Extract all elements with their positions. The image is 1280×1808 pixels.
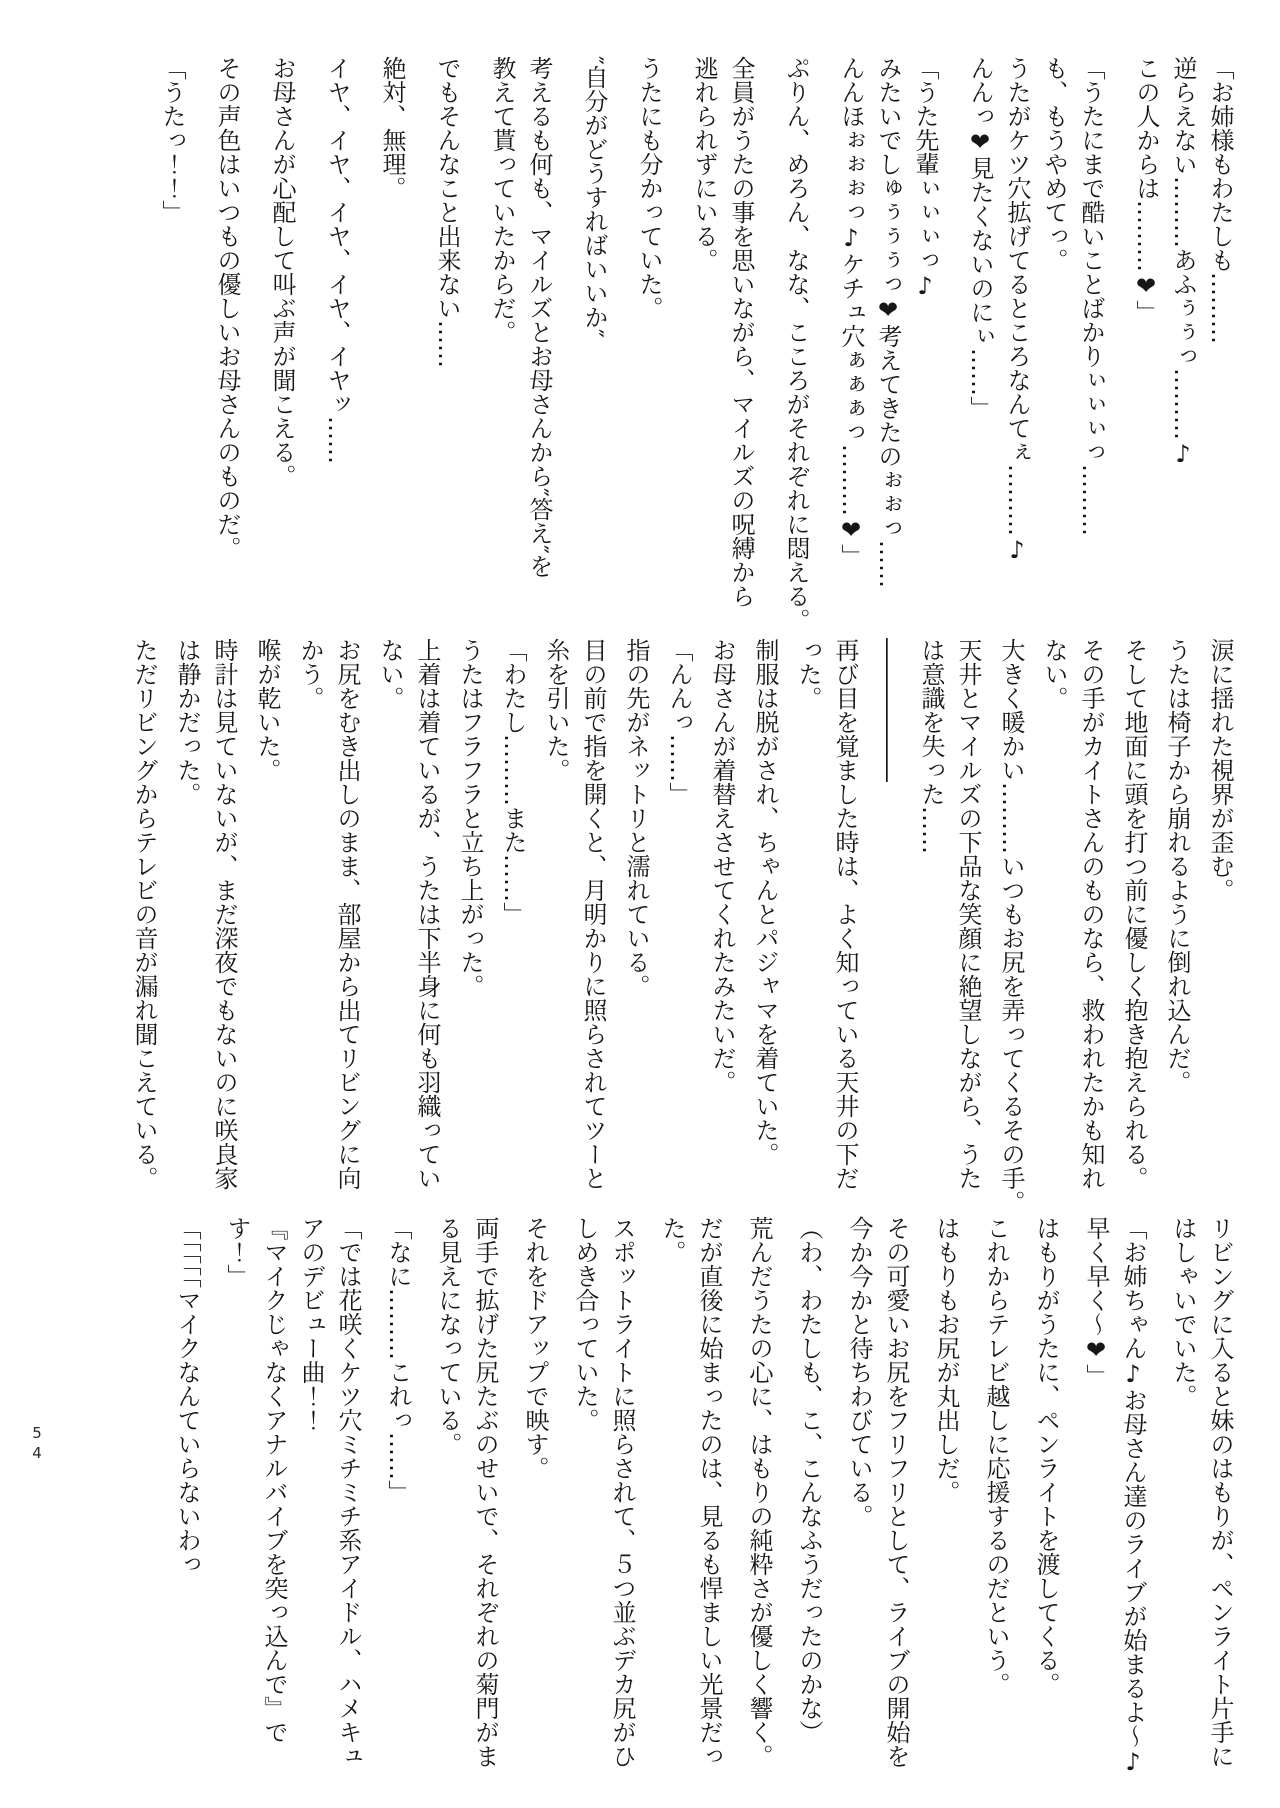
text-column: 絶対、無理。 <box>378 56 406 200</box>
text-column: 「「「「「マイクなんていらないわっ <box>173 1216 201 1576</box>
paragraph <box>912 638 986 1230</box>
paragraph <box>961 56 1109 648</box>
text-column: ―――――― <box>874 638 902 782</box>
text-column: 「お姉ちゃん♪お母さん達のライブが始まるよ〜♪ <box>1119 1216 1147 1776</box>
paragraph <box>125 638 162 1230</box>
text-column: お母さんが着替えさせてくれたみたいだ。 <box>708 638 736 1094</box>
text-column: 糸を引いた。 <box>542 638 570 782</box>
paragraph <box>429 1216 503 1808</box>
text-column: ない。 <box>376 638 404 710</box>
paragraph <box>685 56 759 648</box>
text-column: だが直後に始まったのは、見るも悍ましい光景だっ <box>695 1216 723 1768</box>
paragraph <box>428 56 465 648</box>
text-column: はもりがうたに、ペンライトを渡してくる。 <box>1032 1216 1060 1696</box>
text-column: んんほぉぉぉっ♪ケチュ穴ぁぁぁっ………❤」 <box>837 56 865 568</box>
text-column: その可愛いお尻をフリフリとして、ライブの開始を <box>882 1216 910 1768</box>
paragraph <box>1035 638 1109 1230</box>
paragraph <box>1158 638 1195 1230</box>
text-column: 指の先がネットリと濡れている。 <box>622 638 650 998</box>
text-column: しめき合っていた。 <box>571 1216 599 1432</box>
text-column: その声色はいつもの優しいお母さんのものだ。 <box>213 56 241 560</box>
text-column: 喉が乾いた。 <box>253 638 281 782</box>
paragraph <box>660 638 697 1230</box>
paragraph <box>373 56 410 648</box>
text-column: 大きく暖かい………いつもお尻を弄ってくるその手。 <box>997 638 1025 1214</box>
text-column: でもそんなこと出来ない…… <box>433 56 461 368</box>
paragraph <box>1077 1216 1151 1808</box>
text-column: も、もうやめてっ。 <box>1040 56 1068 272</box>
text-column: 「お姉様もわたしも……… <box>1206 56 1234 344</box>
paragraph <box>1115 638 1152 1230</box>
text-column: 涙に揺れた視界が歪む。 <box>1206 638 1234 902</box>
paragraph <box>168 638 242 1230</box>
text-column: はもりもお尻が丸出しだ。 <box>932 1216 960 1504</box>
text-column: 教えて貰っていたからだ。 <box>488 56 516 344</box>
text-column: うたは椅子から崩れるように倒れ込んだ。 <box>1163 638 1191 1094</box>
text-band-bottom <box>168 1216 1238 1808</box>
paragraph <box>653 1216 727 1808</box>
text-column: 「んんっ……」 <box>665 638 693 806</box>
paragraph <box>740 1216 777 1808</box>
text-column: 早く早く〜❤」 <box>1082 1216 1110 1388</box>
text-column: 時計は見ていないが、まだ深夜でもないのに咲良家 <box>210 638 238 1190</box>
paragraph <box>992 638 1029 1230</box>
paragraph <box>379 1216 416 1808</box>
paragraph <box>208 56 245 648</box>
text-column: かう。 <box>296 638 324 710</box>
text-column: は静かだった。 <box>173 638 201 806</box>
text-column: お尻をむき出しのまま、部屋から出てリビングに向 <box>333 638 361 1190</box>
text-column: 「うたっ！！」 <box>158 56 186 224</box>
paragraph <box>168 1216 205 1808</box>
text-column: ない。 <box>1040 638 1068 710</box>
text-column: 考えるも何も、マイルズとお母さんから″答え″を <box>525 56 553 578</box>
text-column: る見えになっている。 <box>434 1216 462 1456</box>
paragraph <box>483 56 557 648</box>
text-column: 逆らえない………あふぅぅっ………♪ <box>1169 56 1197 468</box>
text-column: 上着は着ているが、うたは下半身に何も羽織ってい <box>413 638 441 1190</box>
text-column: 「なに………これっ……」 <box>384 1216 412 1504</box>
paragraph <box>263 56 300 648</box>
text-band-top <box>153 56 1238 648</box>
text-column: 『マイクじゃなくアナルバイブを突っ込んで』で <box>260 1216 288 1744</box>
text-column: 両手で拡げた尻たぶのせいで、それぞれの菊門がま <box>471 1216 499 1768</box>
paragraph <box>566 1216 640 1808</box>
text-column: ″自分がどうすればいいか″ <box>580 56 608 338</box>
text-column: 天井とマイルズの下品な笑顔に絶望しながら、うた <box>954 638 982 1190</box>
text-column: うたがケツ穴拡げてるところなんてぇ………♪ <box>1003 56 1031 564</box>
paragraph <box>1127 56 1238 648</box>
text-column: ぷりん、めろん、なな、こころがそれぞれに悶える。 <box>782 56 810 632</box>
paragraph <box>516 1216 553 1808</box>
text-column: 全員がうたの事を思いながら、マイルズの呪縛から <box>727 56 755 608</box>
text-column: 荒んだうたの心に、はもりの純粋さが優しく響く。 <box>745 1216 773 1768</box>
text-column: 「うた先輩ぃぃぃっ♪ <box>911 56 939 300</box>
paragraph <box>218 1216 366 1808</box>
paragraph <box>1027 1216 1064 1808</box>
text-column: そして地面に頭を打つ前に優しく抱き抱えられる。 <box>1120 638 1148 1190</box>
text-column: は意識を失った…… <box>917 638 945 854</box>
paragraph <box>840 1216 914 1808</box>
paragraph <box>789 638 863 1230</box>
paragraph <box>832 56 943 648</box>
paragraph <box>977 1216 1014 1808</box>
text-column: うたはフラフラと立ち上がった。 <box>456 638 484 998</box>
paragraph <box>575 56 612 648</box>
text-column: 目の前で指を開くと、月明かりに照らされてツーと <box>579 638 607 1190</box>
paragraph <box>248 638 285 1230</box>
text-column: 今か今かと待ちわびている。 <box>845 1216 873 1528</box>
paragraph <box>790 1216 827 1808</box>
paragraph <box>869 638 906 1230</box>
paragraph <box>451 638 488 1230</box>
text-column: アのデビュー曲！！ <box>297 1216 325 1432</box>
paragraph <box>630 56 667 648</box>
text-column: これからテレビ越しに応援するのだという。 <box>982 1216 1010 1696</box>
text-column: この人からは………❤」 <box>1132 56 1160 324</box>
text-column: 再び目を覚ました時は、よく知っている天井の下だ <box>831 638 859 1190</box>
text-column: 「わたし………また……」 <box>499 638 527 926</box>
text-column: イヤ、イヤ、イヤ、イヤ、イヤッ…… <box>323 56 351 464</box>
paragraph <box>318 56 355 648</box>
text-column: スポットライトに照らされて、５つ並ぶデカ尻がひ <box>608 1216 636 1768</box>
text-column: 「うたにまで酷いことばかりぃぃぃっ……… <box>1077 56 1105 536</box>
text-column: はしゃいでいた。 <box>1169 1216 1197 1408</box>
text-column: みたいでしゅぅぅぅっ❤考えてきたのぉぉっ…… <box>874 56 902 588</box>
text-column: 制服は脱がされ、ちゃんとパジャマを着ていた。 <box>751 638 779 1166</box>
text-column: それをドアップで映す。 <box>521 1216 549 1480</box>
text-column: 逃れられずにいる。 <box>690 56 718 272</box>
text-column: った。 <box>794 638 822 710</box>
paragraph <box>746 638 783 1230</box>
text-column: んんっ❤見たくないのにぃ……」 <box>966 56 994 420</box>
paragraph <box>537 638 611 1230</box>
text-column: 「では花咲くケツ穴ミチミチ系アイドル、ハメキュ <box>334 1216 362 1768</box>
text-column: た。 <box>658 1216 686 1264</box>
paragraph <box>927 1216 964 1808</box>
text-band-middle <box>125 638 1238 1230</box>
text-column: リビングに入ると妹のはもりが、ペンライト片手に <box>1206 1216 1234 1768</box>
text-column: ただリビングからテレビの音が漏れ聞こえている。 <box>130 638 158 1190</box>
page-number: 54 <box>28 1424 46 1464</box>
paragraph <box>494 638 531 1230</box>
text-column: その手がカイトさんのものなら、救われたかも知れ <box>1077 638 1105 1190</box>
paragraph <box>291 638 365 1230</box>
paragraph <box>617 638 654 1230</box>
paragraph <box>371 638 445 1230</box>
text-column: うたにも分かっていた。 <box>635 56 663 320</box>
paragraph <box>1201 638 1238 1230</box>
paragraph <box>703 638 740 1230</box>
paragraph <box>777 56 814 648</box>
text-column: お母さんが心配して叫ぶ声が聞こえる。 <box>268 56 296 488</box>
paragraph <box>153 56 190 648</box>
text-column: す！」 <box>223 1216 251 1288</box>
text-column: （わ、わたしも、こ、こんなふうだったのかな） <box>795 1216 823 1744</box>
paragraph <box>1164 1216 1238 1808</box>
